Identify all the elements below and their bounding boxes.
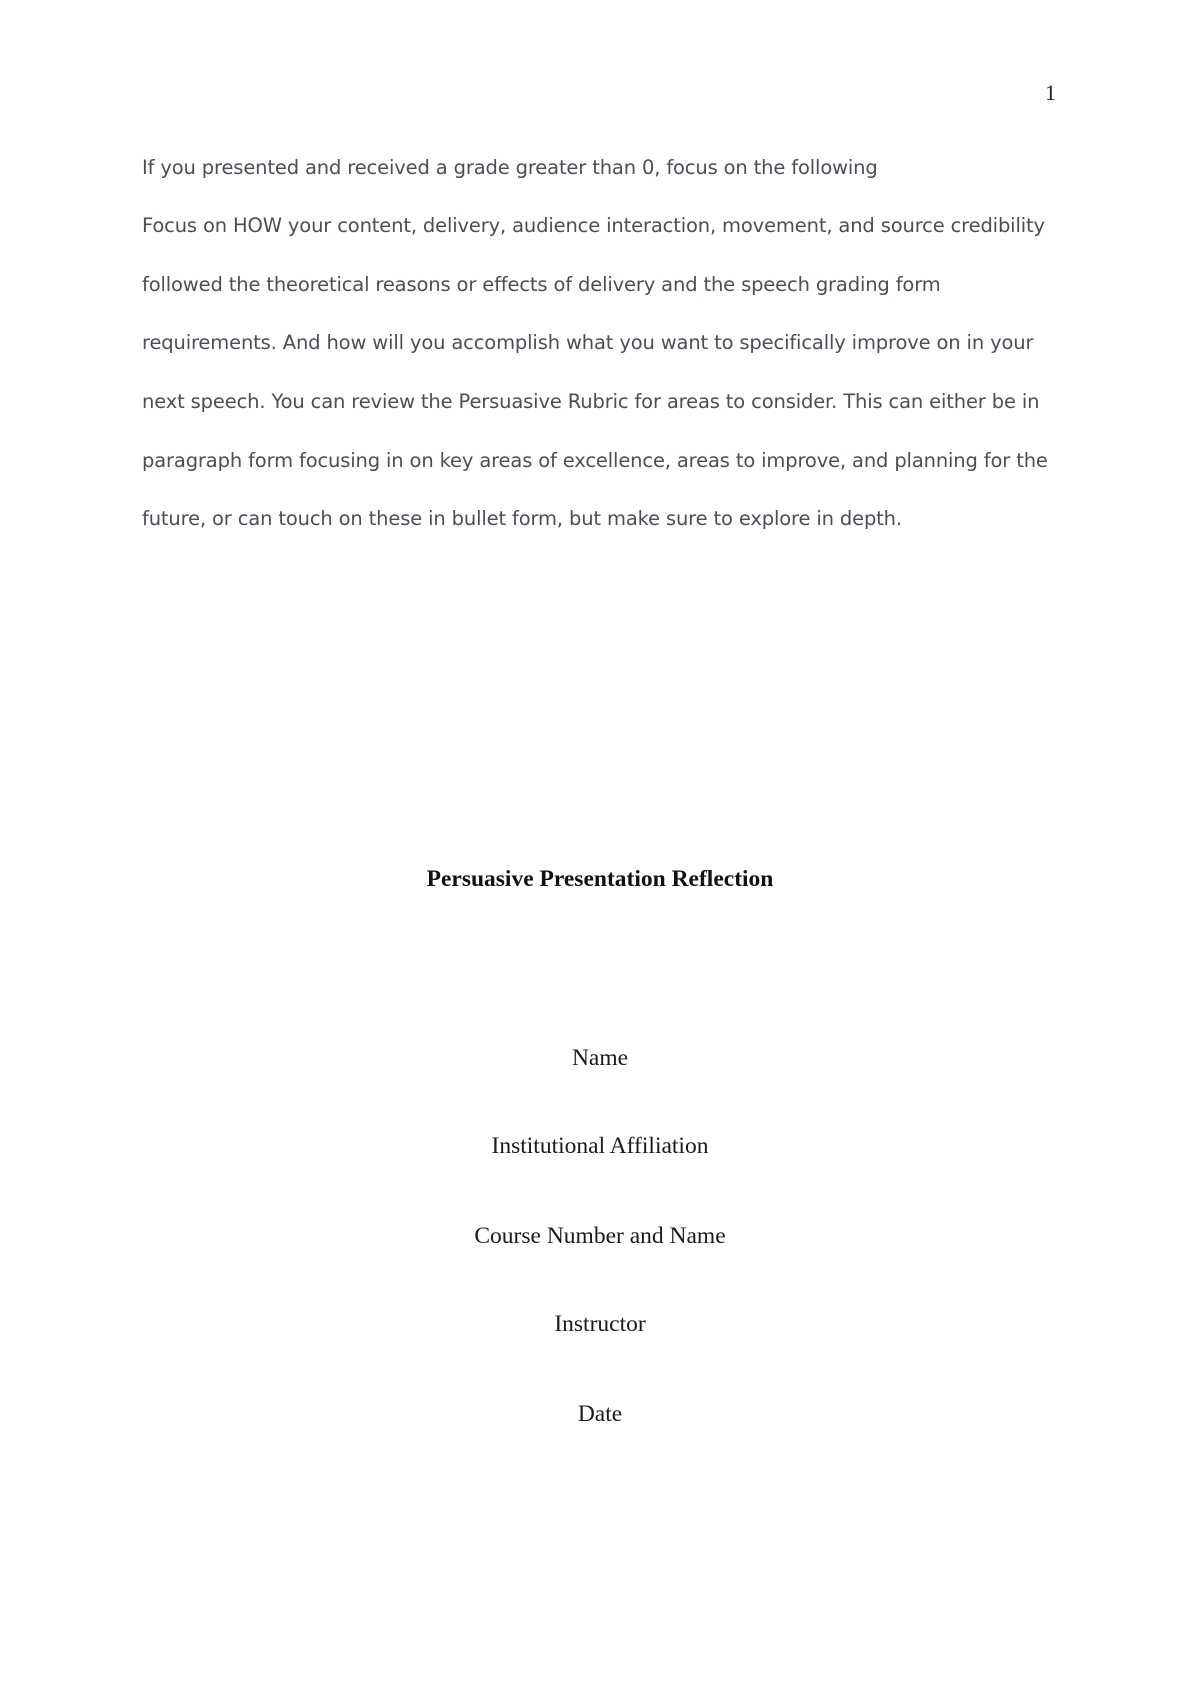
instruction-line: future, or can touch on these in bullet form, but make sure to explore in depth.: [142, 507, 902, 530]
course-number-and-name: Course Number and Name: [474, 1223, 726, 1249]
instruction-line: paragraph form focusing in on key areas of excellence, areas to improve, and planning for the: [142, 449, 1048, 472]
author-name: Name: [571, 1045, 629, 1071]
instruction-line: requirements. And how will you accomplish what you want to specifically improve on in your: [142, 331, 1034, 354]
instructor-name: Instructor: [554, 1311, 646, 1337]
instruction-line: Focus on HOW your content, delivery, audience interaction, movement, and source credibility: [142, 214, 1045, 237]
institutional-affiliation: Institutional Affiliation: [491, 1133, 709, 1159]
document-title: Persuasive Presentation Reflection: [426, 866, 774, 892]
instruction-line: If you presented and received a grade greater than 0, focus on the following: [142, 156, 878, 179]
instruction-line: followed the theoretical reasons or effects of delivery and the speech grading form: [142, 273, 941, 296]
submission-date: Date: [577, 1401, 623, 1427]
page-number: 1: [1045, 80, 1056, 105]
instruction-line: next speech. You can review the Persuasive Rubric for areas to consider. This can either be in: [142, 390, 1040, 413]
